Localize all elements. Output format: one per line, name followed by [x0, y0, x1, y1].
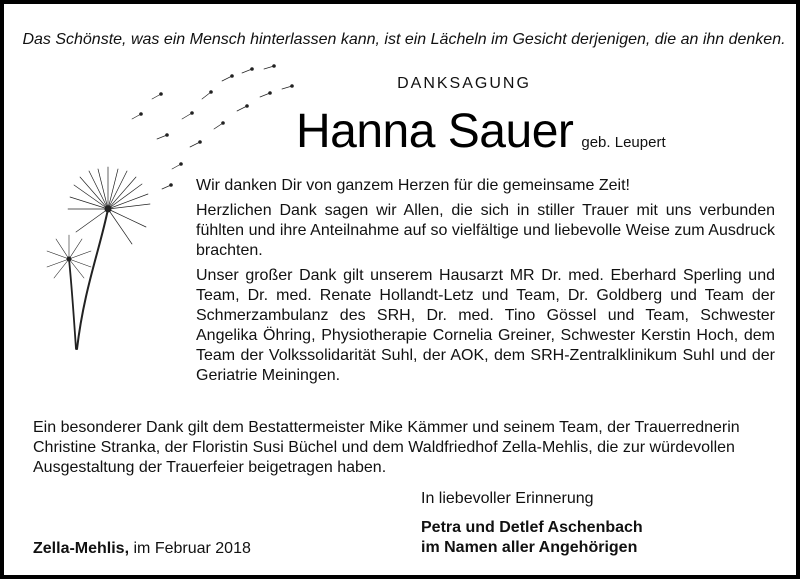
- closing-line: In liebevoller Erinnerung: [421, 490, 594, 507]
- deceased-name: Hanna Sauer: [296, 105, 574, 158]
- maiden-name: geb. Leupert: [581, 134, 666, 151]
- place-date: [33, 539, 251, 559]
- thanks-text: [196, 176, 775, 391]
- motto: Das Schönste, was ein Mensch hinterlassen kann, ist ein Lächeln im Gesicht derjenigen, die an ihn denken.: [22, 31, 786, 48]
- name-line: [296, 106, 666, 158]
- paragraph: Wir danken Dir von ganzem Herzen für die gemeinsame Zeit!: [196, 177, 630, 194]
- date: im Februar 2018: [133, 540, 251, 557]
- place: Zella-Mehlis,: [33, 540, 130, 557]
- heading: DANKSAGUNG: [397, 75, 531, 92]
- paragraph: Unser großer Dank gilt unserem Hausarzt MR Dr. med. Eberhard Sperling und Team, Dr. med. Renate Hollandt-Letz und Team, Dr. Goldberg und Team der Schmerzambulanz des SRH, Dr. med. Tino Gössel und Team, Schwester Angelika Öhring, Physiotherapie Cornelia Greiner, Schwester Kerstin Hoch, dem Team der Volkssolidarität Suhl, der AOK, dem SRH-Zentralklinikum Suhl und der Geriatrie Meiningen.: [196, 267, 775, 384]
- special-thanks: Ein besonderer Dank gilt dem Bestattermeister Mike Kämmer und seinem Team, der Trauerrednerin Christine Stranka, der Floristin Susi Büchel und dem Waldfriedhof Zella-Mehlis, die zur würdevollen Ausgestaltung der Trauerfeier beigetragen haben.: [33, 419, 740, 476]
- signer-line: Petra und Detlef Aschenbach: [421, 519, 643, 536]
- signers: [421, 518, 643, 558]
- paragraph: Herzlichen Dank sagen wir Allen, die sich in stiller Trauer mit uns verbunden fühlten und ihre Anteilnahme auf so vielfältige und liebevolle Weise zum Ausdruck brachten.: [196, 202, 775, 259]
- signer-line: im Namen aller Angehörigen: [421, 539, 638, 556]
